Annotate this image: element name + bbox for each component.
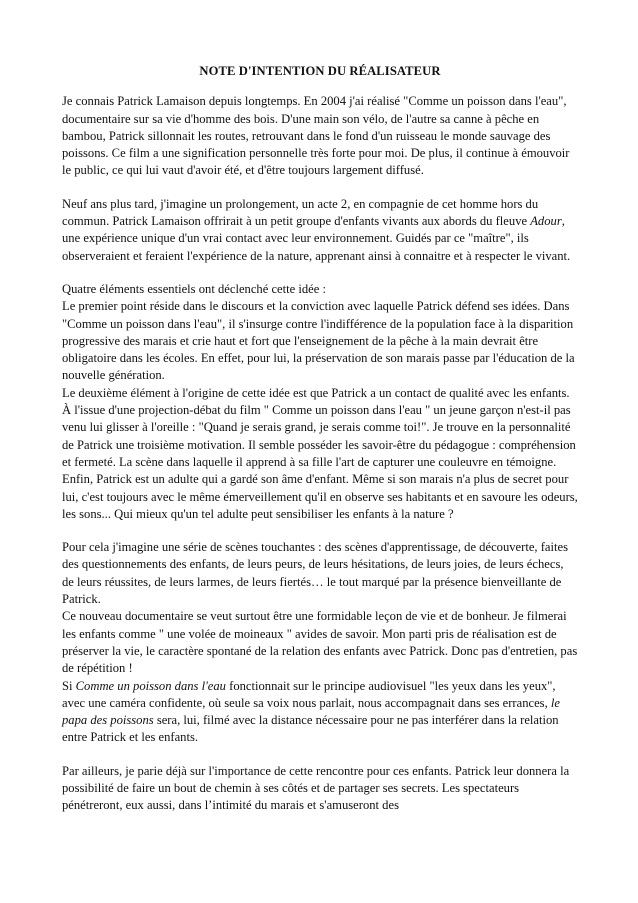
text-run: Si	[62, 678, 76, 693]
text-run: Neuf ans plus tard, j'imagine un prolongement, un acte 2, en compagnie de cet homme hors du commun. Patrick Lamaison offrirait à un petit groupe d'enfants vivants aux abords du fleuve	[62, 196, 539, 229]
text-run: Par ailleurs, je parie déjà sur l'importance de cette rencontre pour ces enfants. Patrick leur donnera la possibilité de faire un bout de chemin à ses côtés et de partager ses secrets. Les spectateurs pénétreront, eux aussi, dans l’intimité du marais et s'amuseront des	[62, 763, 570, 813]
italic-title: Comme un poisson dans l'eau	[75, 678, 226, 693]
text-run: sera, lui, filmé avec la distance nécessaire pour ne pas interférer dans la relation entre Patrick et les enfants.	[62, 713, 559, 745]
text-run: Quatre éléments essentiels ont déclenché cette idée :	[62, 281, 327, 296]
text-run: Le deuxième élément à l'origine de cette idée est que Patrick a un contact de qualité avec les enfants. À l'issue d'une projection-débat du film " Comme un poisson dans l'eau " un jeune garçon n'est-il pas venu lui glisser à l'oreille : "Quand je serais grand, je serais comme toi!". Je trouve en la personnalité de Patrick une troisième motivation. Il semble posséder les savoir-être du pédagogue : compréhension et fermeté. La scène dans laquelle il apprend à sa fille l'art de capturer une couleuvre en témoigne.	[62, 385, 576, 469]
text-run: fonctionnait sur le principe audiovisuel "les yeux dans les yeux", avec une caméra confidente, où seule sa voix nous parlait, nous accompagnait dans ses errances,	[62, 678, 556, 710]
paragraph	[62, 93, 578, 179]
text-run: Enfin, Patrick est un adulte qui a gardé son âme d'enfant. Même si son marais n'a plus de secret pour lui, c'est toujours avec le même émerveillement qu'il en observe ses habitants et en savoure les odeurs, les sons... Qui mieux qu'un tel adulte peut sensibiliser les enfants à la nature ?	[62, 472, 578, 521]
paragraph	[62, 539, 578, 747]
paragraph	[62, 196, 578, 265]
document-title: NOTE D'INTENTION DU RÉALISATEUR	[199, 64, 441, 78]
text-run: Je connais Patrick Lamaison depuis longtemps. En 2004 j'ai réalisé "Comme un poisson dans l'eau", documentaire sur sa vie d'homme des bois. D'une main son vélo, de l'autre sa canne à pêche en bambou, Patrick sillonnait les routes, retrouvant dans le fond d'un ruisseau le monde sauvage des poissons. Ce film a une signification personnelle très forte pour moi. De plus, il continue à émouvoir le public, ce qui lui vaut d'avoir été, et d'être toujours largement diffusé.	[62, 94, 570, 178]
paragraph	[62, 763, 578, 815]
text-run: Le premier point réside dans le discours et la conviction avec laquelle Patrick défend ses idées. Dans "Comme un poisson dans l'eau", il s'insurge contre l'indifférence de la population face à la disparition progressive des marais et crie haut et fort que l'enseignement de la pêche à la main devrait être obligatoire dans les écoles. En effet, pour lui, la préservation de son marais passe par l'éducation de la nouvelle génération.	[62, 299, 575, 383]
text-run: , une expérience unique d'un vrai contact avec leur environnement. Guidés par ce "maître", ils observeraient et feraient l'expérience de la nature, apprenant ainsi à connaitre et à respecter le vivant.	[62, 214, 571, 263]
italic-title: le papa des poissons	[62, 695, 560, 728]
text-run: Ce nouveau documentaire se veut surtout être une formidable leçon de vie et de bonheur. Je filmerai les enfants comme " une volée de moineaux " avides de savoir. Mon parti pris de réalisation est de préserver la vie, le caractère spontané de la relation des enfants avec Patrick. Donc pas d'entretien, pas de répétition !	[62, 609, 578, 676]
italic-title: Adour	[530, 214, 562, 229]
document-body	[62, 93, 578, 814]
paragraph	[62, 281, 578, 523]
text-run: Pour cela j'imagine une série de scènes touchantes : des scènes d'apprentissage, de découverte, faites des questionnements des enfants, de leurs peurs, de leurs hésitations, de leurs joies, de leurs échecs, de leurs réussites, de leurs larmes, de leurs fiertés… le tout marqué par la présence bienveillante de Patrick.	[62, 540, 568, 607]
